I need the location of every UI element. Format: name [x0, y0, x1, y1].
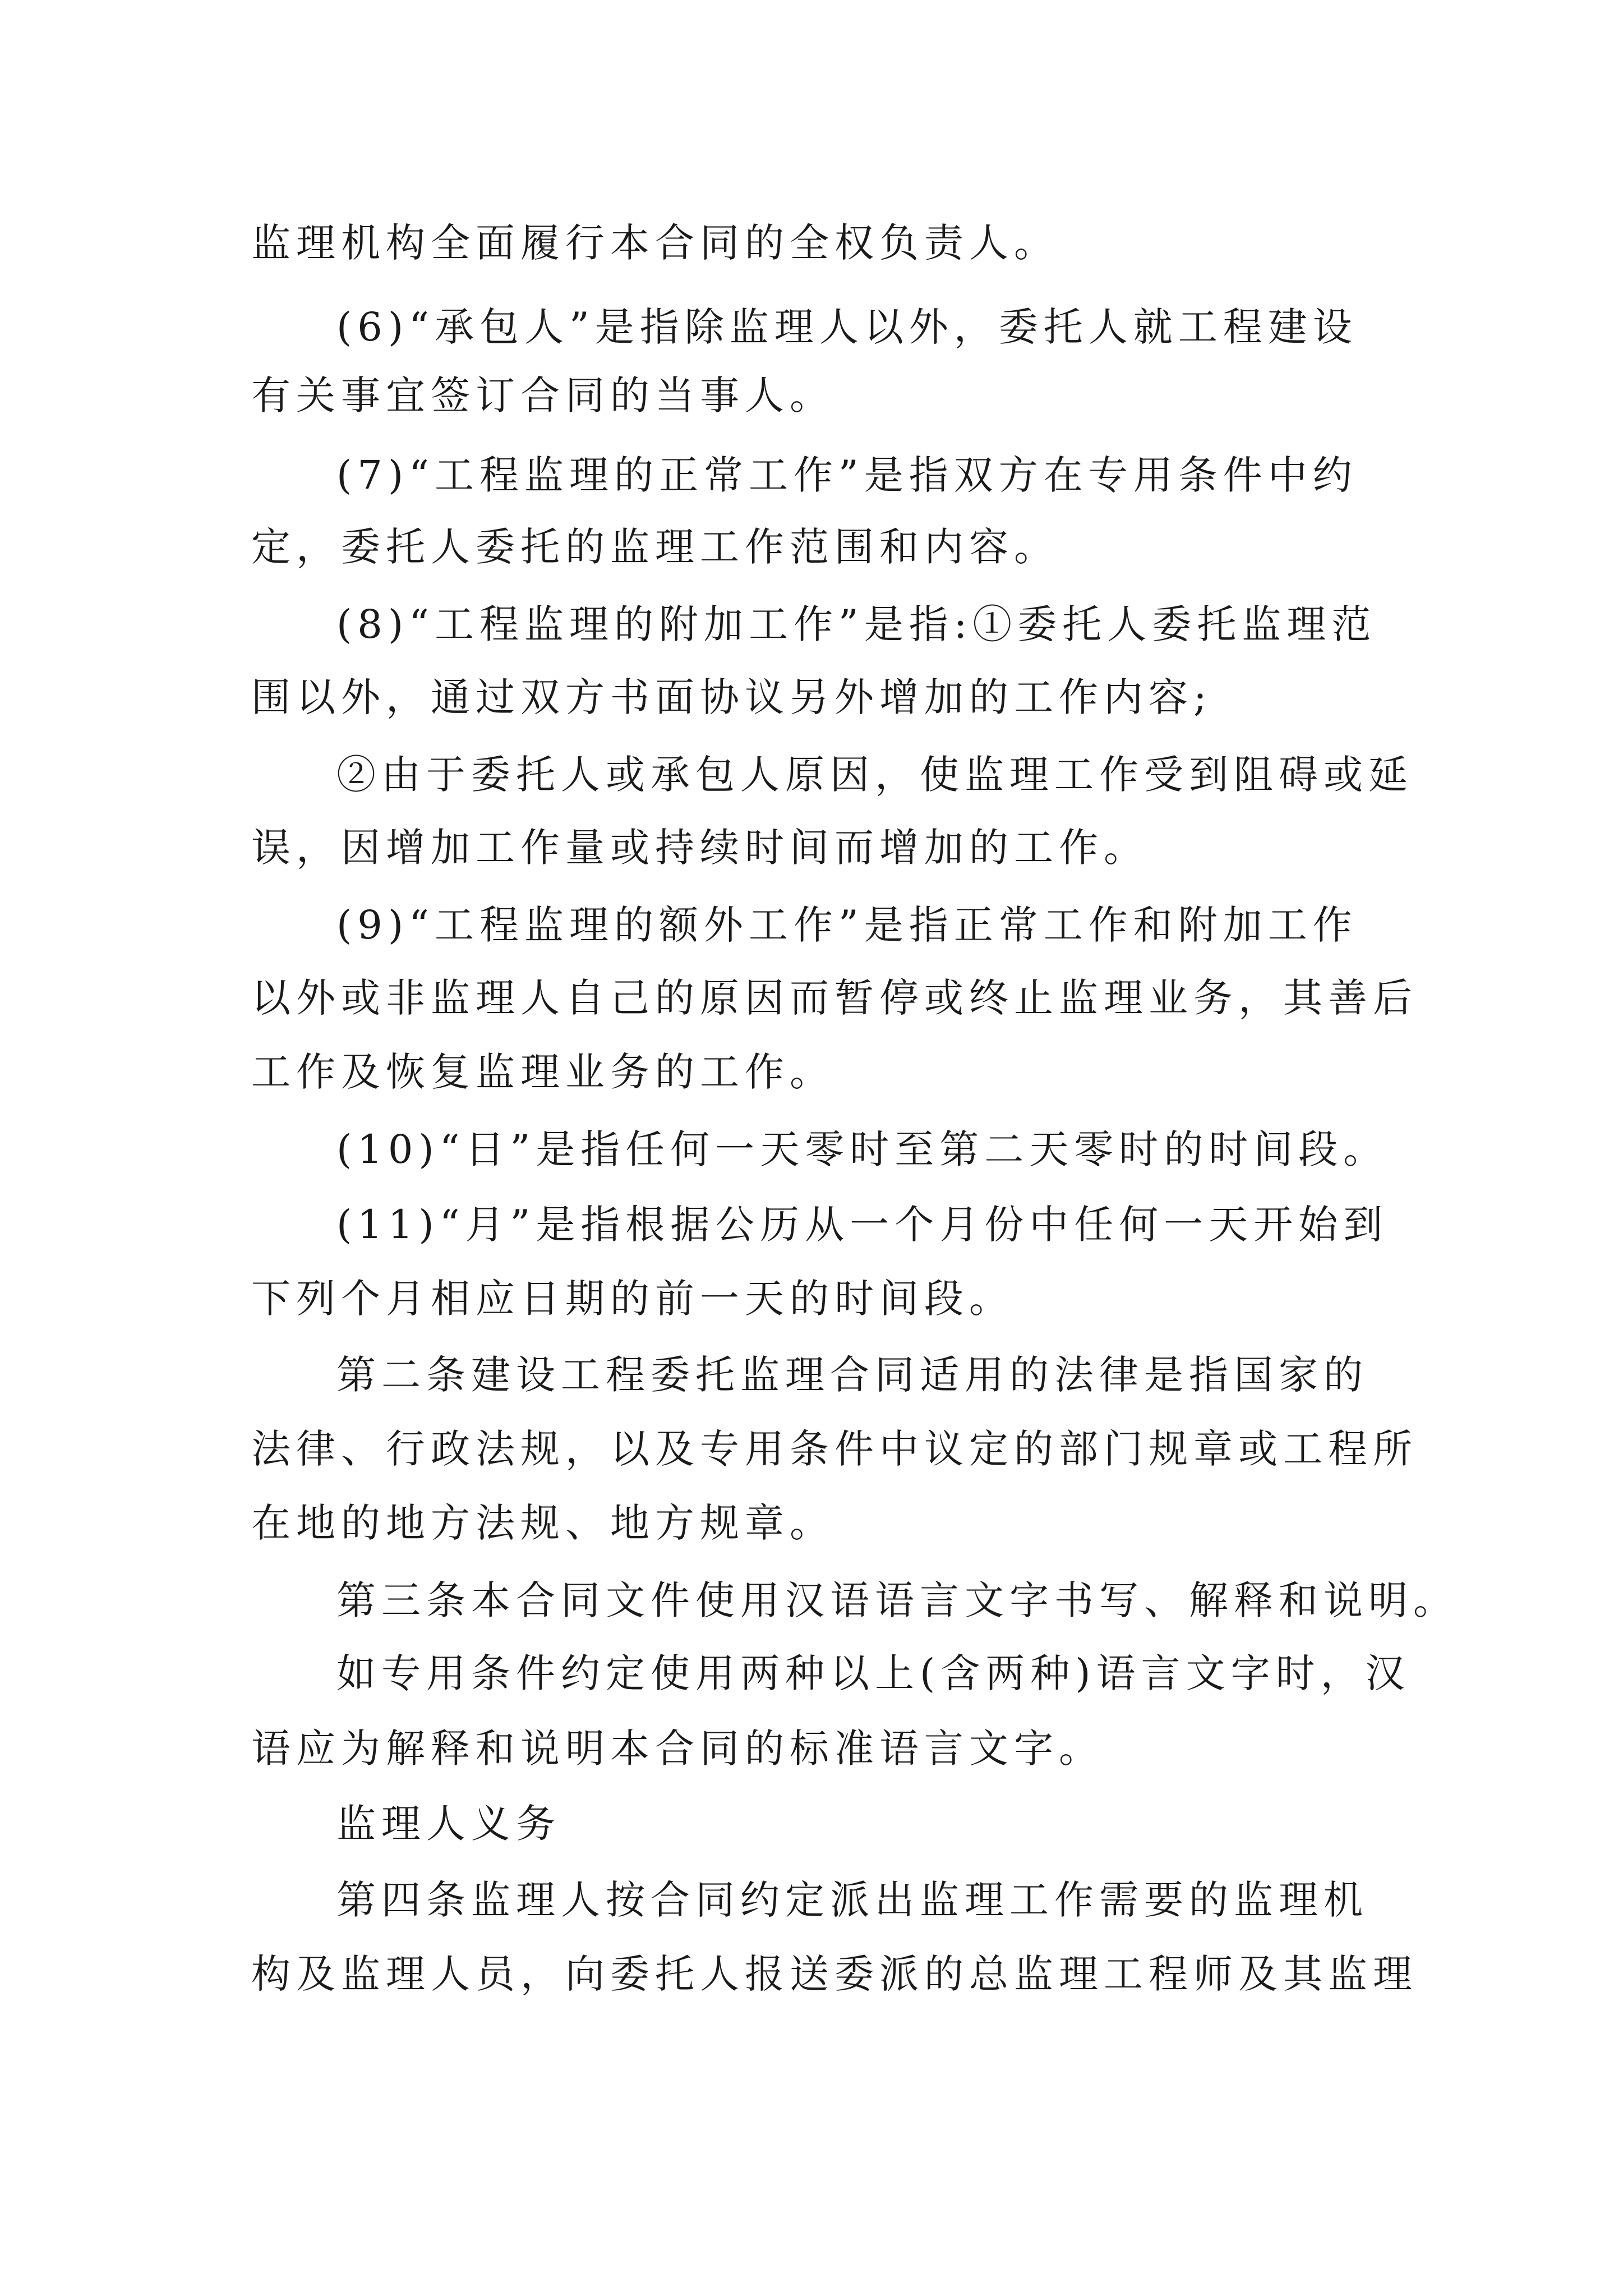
text-line: (10)“日”是指任何一天零时至第二天零时的时间段。 — [336, 1126, 1389, 1172]
text-line: 在地的地方法规、地方规章。 — [251, 1500, 834, 1546]
text-line: (6)“承包人”是指除监理人以外，委托人就工程建设 — [336, 304, 1358, 350]
text-line: 监理机构全面履行本合同的全权负责人。 — [251, 220, 1059, 266]
text-line: 围以外，通过双方书面协议另外增加的工作内容; — [251, 674, 1212, 720]
text-line: (11)“月”是指根据公历从一个月份中任何一天开始到 — [336, 1202, 1389, 1248]
text-line: 法律、行政法规，以及专用条件中议定的部门规章或工程所 — [251, 1426, 1418, 1472]
text-line: (7)“工程监理的正常工作”是指双方在专用条件中约 — [336, 452, 1358, 498]
text-line: 第三条本合同文件使用汉语语言文字书写、解释和说明。 — [336, 1577, 1458, 1623]
text-line: 工作及恢复监理业务的工作。 — [251, 1049, 834, 1095]
text-line: ②由于委托人或承包人原因，使监理工作受到阻碍或延 — [336, 752, 1413, 798]
text-line: 以外或非监理人自己的原因而暂停或终止监理业务，其善后 — [251, 975, 1418, 1021]
text-line: 构及监理人员，向委托人报送委派的总监理工程师及其监理 — [251, 1951, 1418, 1997]
text-line: 如专用条件约定使用两种以上(含两种)语言文字时，汉 — [336, 1650, 1410, 1696]
text-line: 误，因增加工作量或持续时间而增加的工作。 — [251, 825, 1149, 871]
text-line: 下列个月相应日期的前一天的时间段。 — [251, 1276, 1014, 1322]
text-line: 定，委托人委托的监理工作范围和内容。 — [251, 524, 1059, 570]
text-line: (9)“工程监理的额外工作”是指正常工作和附加工作 — [336, 902, 1358, 948]
text-line: (8)“工程监理的附加工作”是指:①委托人委托监理范 — [336, 601, 1377, 647]
text-line: 第二条建设工程委托监理合同适用的法律是指国家的 — [336, 1352, 1368, 1398]
text-line: 第四条监理人按合同约定派出监理工作需要的监理机 — [336, 1877, 1368, 1923]
text-line: 有关事宜签订合同的当事人。 — [251, 372, 834, 418]
section-heading: 监理人义务 — [336, 1801, 561, 1847]
text-line: 语应为解释和说明本合同的标准语言文字。 — [251, 1726, 1104, 1772]
